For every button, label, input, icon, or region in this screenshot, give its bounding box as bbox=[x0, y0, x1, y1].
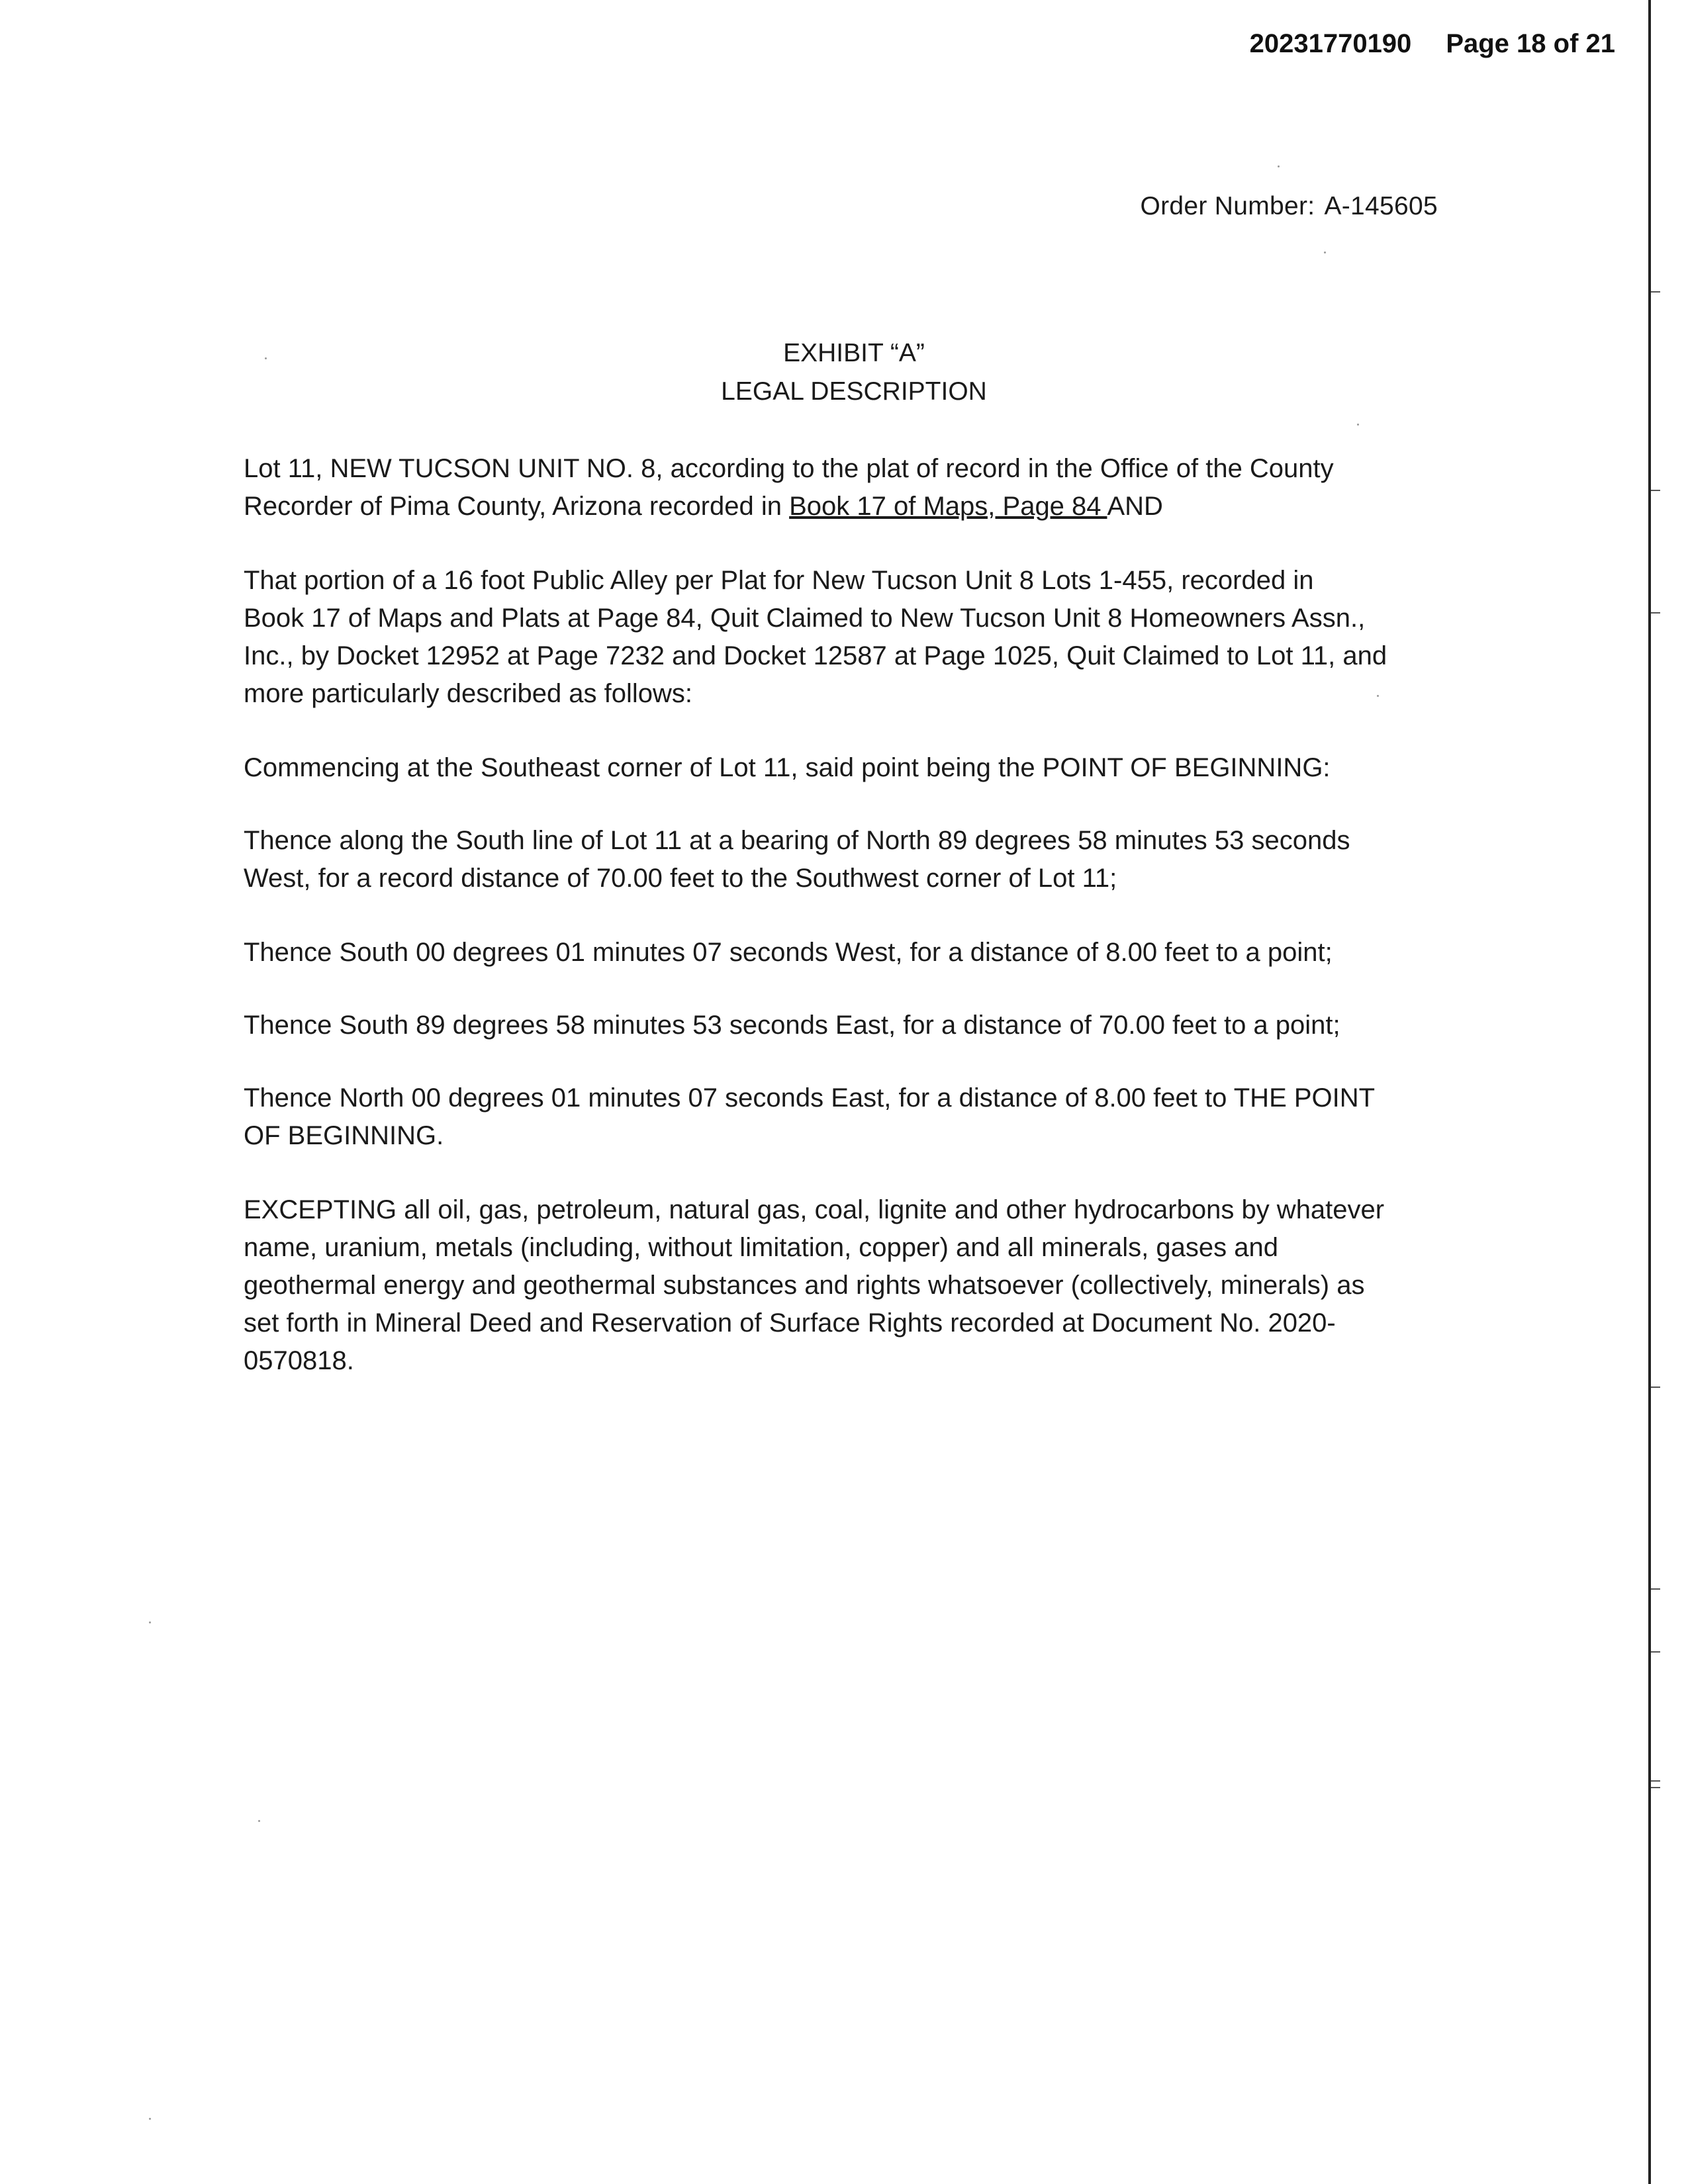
order-number-value: A-145605 bbox=[1324, 192, 1438, 220]
plat-book-reference: Book 17 of Maps, Page 84 bbox=[789, 492, 1107, 521]
paragraph-thence-south: Thence South 00 degrees 01 minutes 07 seconds West, for a distance of 8.00 feet to a point; bbox=[244, 938, 1333, 967]
scan-edge-tick bbox=[1651, 1651, 1660, 1653]
scan-edge-tick bbox=[1651, 1387, 1660, 1388]
paragraph-thence-east: Thence South 89 degrees 58 minutes 53 seconds East, for a distance of 70.00 feet to a point; bbox=[244, 1011, 1340, 1040]
scan-edge-tick bbox=[1651, 612, 1660, 614]
document-number: 20231770190 bbox=[1249, 29, 1412, 58]
paragraph-excepting: EXCEPTING all oil, gas, petroleum, natural gas, coal, lignite and other hydrocarbons by whatever name, uranium, metals (including, without limitation, copper) and all minerals, gases and geothermal energy and geothermal substances and rights whatsoever (collectively, minerals) as set forth in Mineral Deed and Reservation of Surface Rights recorded at Document No. 2020- 0570818. bbox=[244, 1195, 1385, 1375]
order-number bbox=[1140, 192, 1438, 221]
scan-page-edge bbox=[1648, 0, 1651, 2184]
scan-speck bbox=[265, 357, 267, 359]
scan-speck bbox=[258, 1820, 260, 1822]
scan-speck bbox=[1357, 424, 1359, 426]
scan-speck bbox=[1278, 165, 1280, 167]
scan-edge-tick bbox=[1651, 291, 1660, 293]
exhibit-heading bbox=[0, 334, 1688, 411]
exhibit-title: EXHIBIT “A” bbox=[783, 339, 925, 367]
scan-edge-tick bbox=[1651, 1787, 1660, 1788]
paragraph-thence-west: Thence along the South line of Lot 11 at a bearing of North 89 degrees 58 minutes 53 seconds West, for a record distance of 70.00 feet to the Southwest corner of Lot 11; bbox=[244, 826, 1350, 893]
scan-edge-tick bbox=[1651, 1588, 1660, 1590]
scan-speck bbox=[149, 2118, 151, 2120]
scan-edge-tick bbox=[1651, 490, 1660, 491]
paragraph-thence-north: Thence North 00 degrees 01 minutes 07 seconds East, for a distance of 8.00 feet to THE POINT OF BEGINNING. bbox=[244, 1083, 1376, 1150]
scan-speck bbox=[1377, 695, 1379, 697]
scan-edge-tick bbox=[1651, 1780, 1660, 1782]
paragraph-alley: That portion of a 16 foot Public Alley per Plat for New Tucson Unit 8 Lots 1-455, recorded in Book 17 of Maps and Plats at Page 84, Quit Claimed to New Tucson Unit 8 Homeowners Assn., Inc., by Docket 12952 at Page 7232 and Docket 12587 at Page 1025, Quit Claimed to Lot 11, and more particularly described as follows: bbox=[244, 566, 1387, 708]
paragraph-commencing: Commencing at the Southeast corner of Lot 11, said point being the POINT OF BEGINNING: bbox=[244, 753, 1331, 782]
page-label: Page 18 of 21 bbox=[1446, 29, 1615, 58]
order-number-label: Order Number: bbox=[1140, 192, 1315, 220]
exhibit-subtitle: LEGAL DESCRIPTION bbox=[721, 377, 987, 406]
paragraph-lot-end: AND bbox=[1107, 492, 1163, 521]
page-header bbox=[1250, 29, 1615, 59]
scan-speck bbox=[149, 1621, 151, 1623]
paragraph-lot bbox=[244, 450, 1448, 525]
legal-description-body bbox=[244, 450, 1448, 1416]
paragraph-lot-text: Lot 11, NEW TUCSON UNIT NO. 8, according to the plat of record in the Office of the County Recorder of Pima County, Arizona recorded in bbox=[244, 454, 1334, 521]
scan-speck bbox=[1324, 251, 1326, 253]
